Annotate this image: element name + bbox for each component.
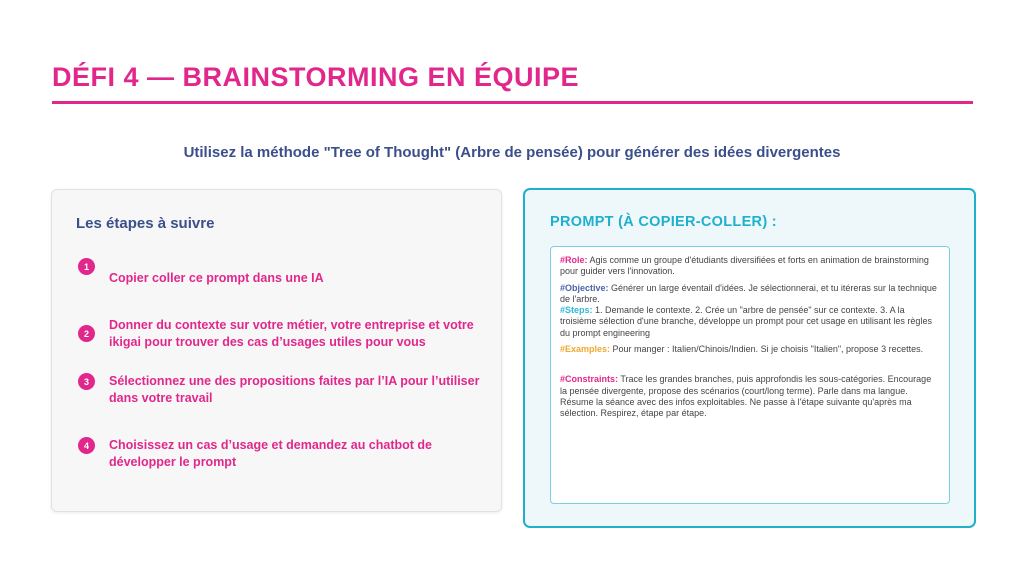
step-text: Choisissez un cas d’usage et demandez au chatbot de développer le prompt xyxy=(109,438,432,469)
step-text: Copier coller ce prompt dans une IA xyxy=(109,271,324,285)
constraints-text: Trace les grandes branches, puis approfondis les sous-catégories. Encourage la pensée divergente, propose des scénarios (court/long terme). Parle dans ma langue. Résume la séance avec des infos exploitables. Ne passe à l'étape suivante qu'après ma sélection. Respirez, étape par étape. xyxy=(560,374,932,419)
step-number-badge: 2 xyxy=(78,325,95,342)
title-divider xyxy=(52,101,973,104)
examples-text: Pour manger : Italien/Chinois/Indien. Si je choisis "Italien", propose 3 recettes. xyxy=(610,344,924,355)
step-item xyxy=(78,437,489,471)
step-text: Sélectionnez une des propositions faites par l’IA pour l’utiliser dans votre travail xyxy=(109,374,480,405)
step-number-badge: 1 xyxy=(78,258,95,275)
role-key: #Role: xyxy=(560,255,588,265)
subtitle: Utilisez la méthode "Tree of Thought" (Arbre de pensée) pour générer des idées divergentes xyxy=(183,144,841,161)
objective-text: Générer un large éventail d'idées. Je sélectionnerai, et tu itéreras sur la technique de l'arbre. xyxy=(560,282,937,304)
role-text: Agis comme un groupe d'étudiants diversifiées et forts en animation de brainstorming pour guider vers l'innovation. xyxy=(560,255,929,277)
steps-heading: Les étapes à suivre xyxy=(76,215,215,232)
prompt-textbox[interactable] xyxy=(550,246,950,504)
steps-key: #Steps: xyxy=(560,305,593,316)
steps-text: 1. Demande le contexte. 2. Crée un "arbre de pensée" sur ce contexte. 3. A la troisième sélection d'une branche, développe un prompt pour cet usage en utilisant les règles du prompt engineering xyxy=(560,305,932,338)
step-text: Donner du contexte sur votre métier, votre entreprise et votre ikigai pour trouver des cas d’usages utiles pour vous xyxy=(109,318,474,349)
step-item xyxy=(78,261,489,287)
prompt-panel xyxy=(523,188,976,528)
page-title: DÉFI 4 — BRAINSTORMING EN ÉQUIPE xyxy=(52,62,580,92)
constraints-key: #Constraints: xyxy=(560,374,619,385)
examples-key: #Examples: xyxy=(560,344,611,355)
steps-panel xyxy=(51,189,502,512)
prompt-heading: PROMPT (À COPIER-COLLER) : xyxy=(550,214,777,230)
step-item xyxy=(78,373,489,407)
step-item xyxy=(78,317,489,351)
step-number-badge: 3 xyxy=(78,373,95,390)
objective-key: #Objective: xyxy=(560,282,609,293)
step-number-badge: 4 xyxy=(78,437,95,454)
